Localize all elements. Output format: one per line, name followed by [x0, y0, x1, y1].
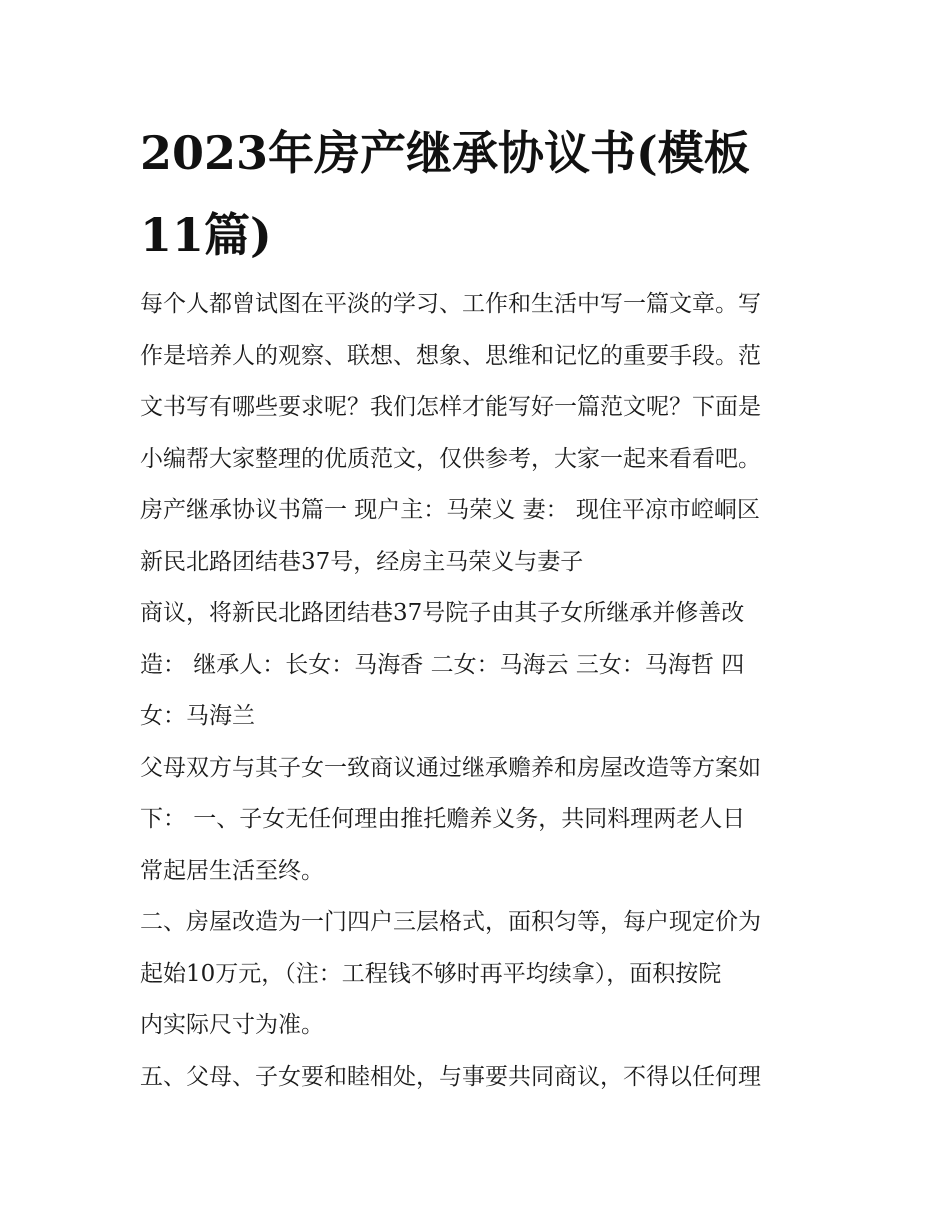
document-title: [140, 112, 820, 276]
body-line: 父母双方与其子女一致商议通过继承赡养和房屋改造等方案如: [140, 754, 761, 781]
body-line: 新民北路团结巷37号，经房主马荣义与妻子: [140, 548, 584, 575]
title-line-1: 2023年房产继承协议书(模板: [140, 126, 750, 180]
body-line: 女：马海兰: [140, 703, 255, 729]
title-line-2: 11篇): [140, 208, 272, 262]
body-line: 文书写有哪些要求呢？我们怎样才能写好一篇范文呢？下面是: [140, 394, 761, 420]
body-line: 内实际尺寸为准。: [140, 1012, 324, 1038]
document-body: [140, 279, 820, 1103]
body-line: 每个人都曾试图在平淡的学习、工作和生活中写一篇文章。写: [140, 291, 761, 317]
body-line: 小编帮大家整理的优质范文，仅供参考，大家一起来看看吧。: [140, 445, 761, 472]
body-line: 起始10万元，（注：工程钱不够时再平均续拿），面积按院: [140, 960, 722, 987]
body-line: 二、房屋改造为一门四户三层格式，面积匀等，每户现定价为: [140, 909, 761, 935]
body-line: 下： 一、子女无任何理由推托赡养义务，共同料理两老人日: [140, 806, 746, 832]
body-line: 房产继承协议书篇一 现户主：马荣义 妻： 现住平凉市崆峒区: [140, 497, 760, 523]
body-line: 常起居生活至终。: [140, 857, 324, 884]
body-line: 商议，将新民北路团结巷37号院子由其子女所继承并修善改: [140, 600, 745, 626]
body-line: 作是培养人的观察、联想、想象、思维和记忆的重要手段。范: [140, 342, 761, 369]
body-line: 五、父母、子女要和睦相处，与事要共同商议，不得以任何理: [140, 1063, 761, 1090]
body-line: 造： 继承人：长女：马海香 二女：马海云 三女：马海哲 四: [140, 651, 745, 678]
